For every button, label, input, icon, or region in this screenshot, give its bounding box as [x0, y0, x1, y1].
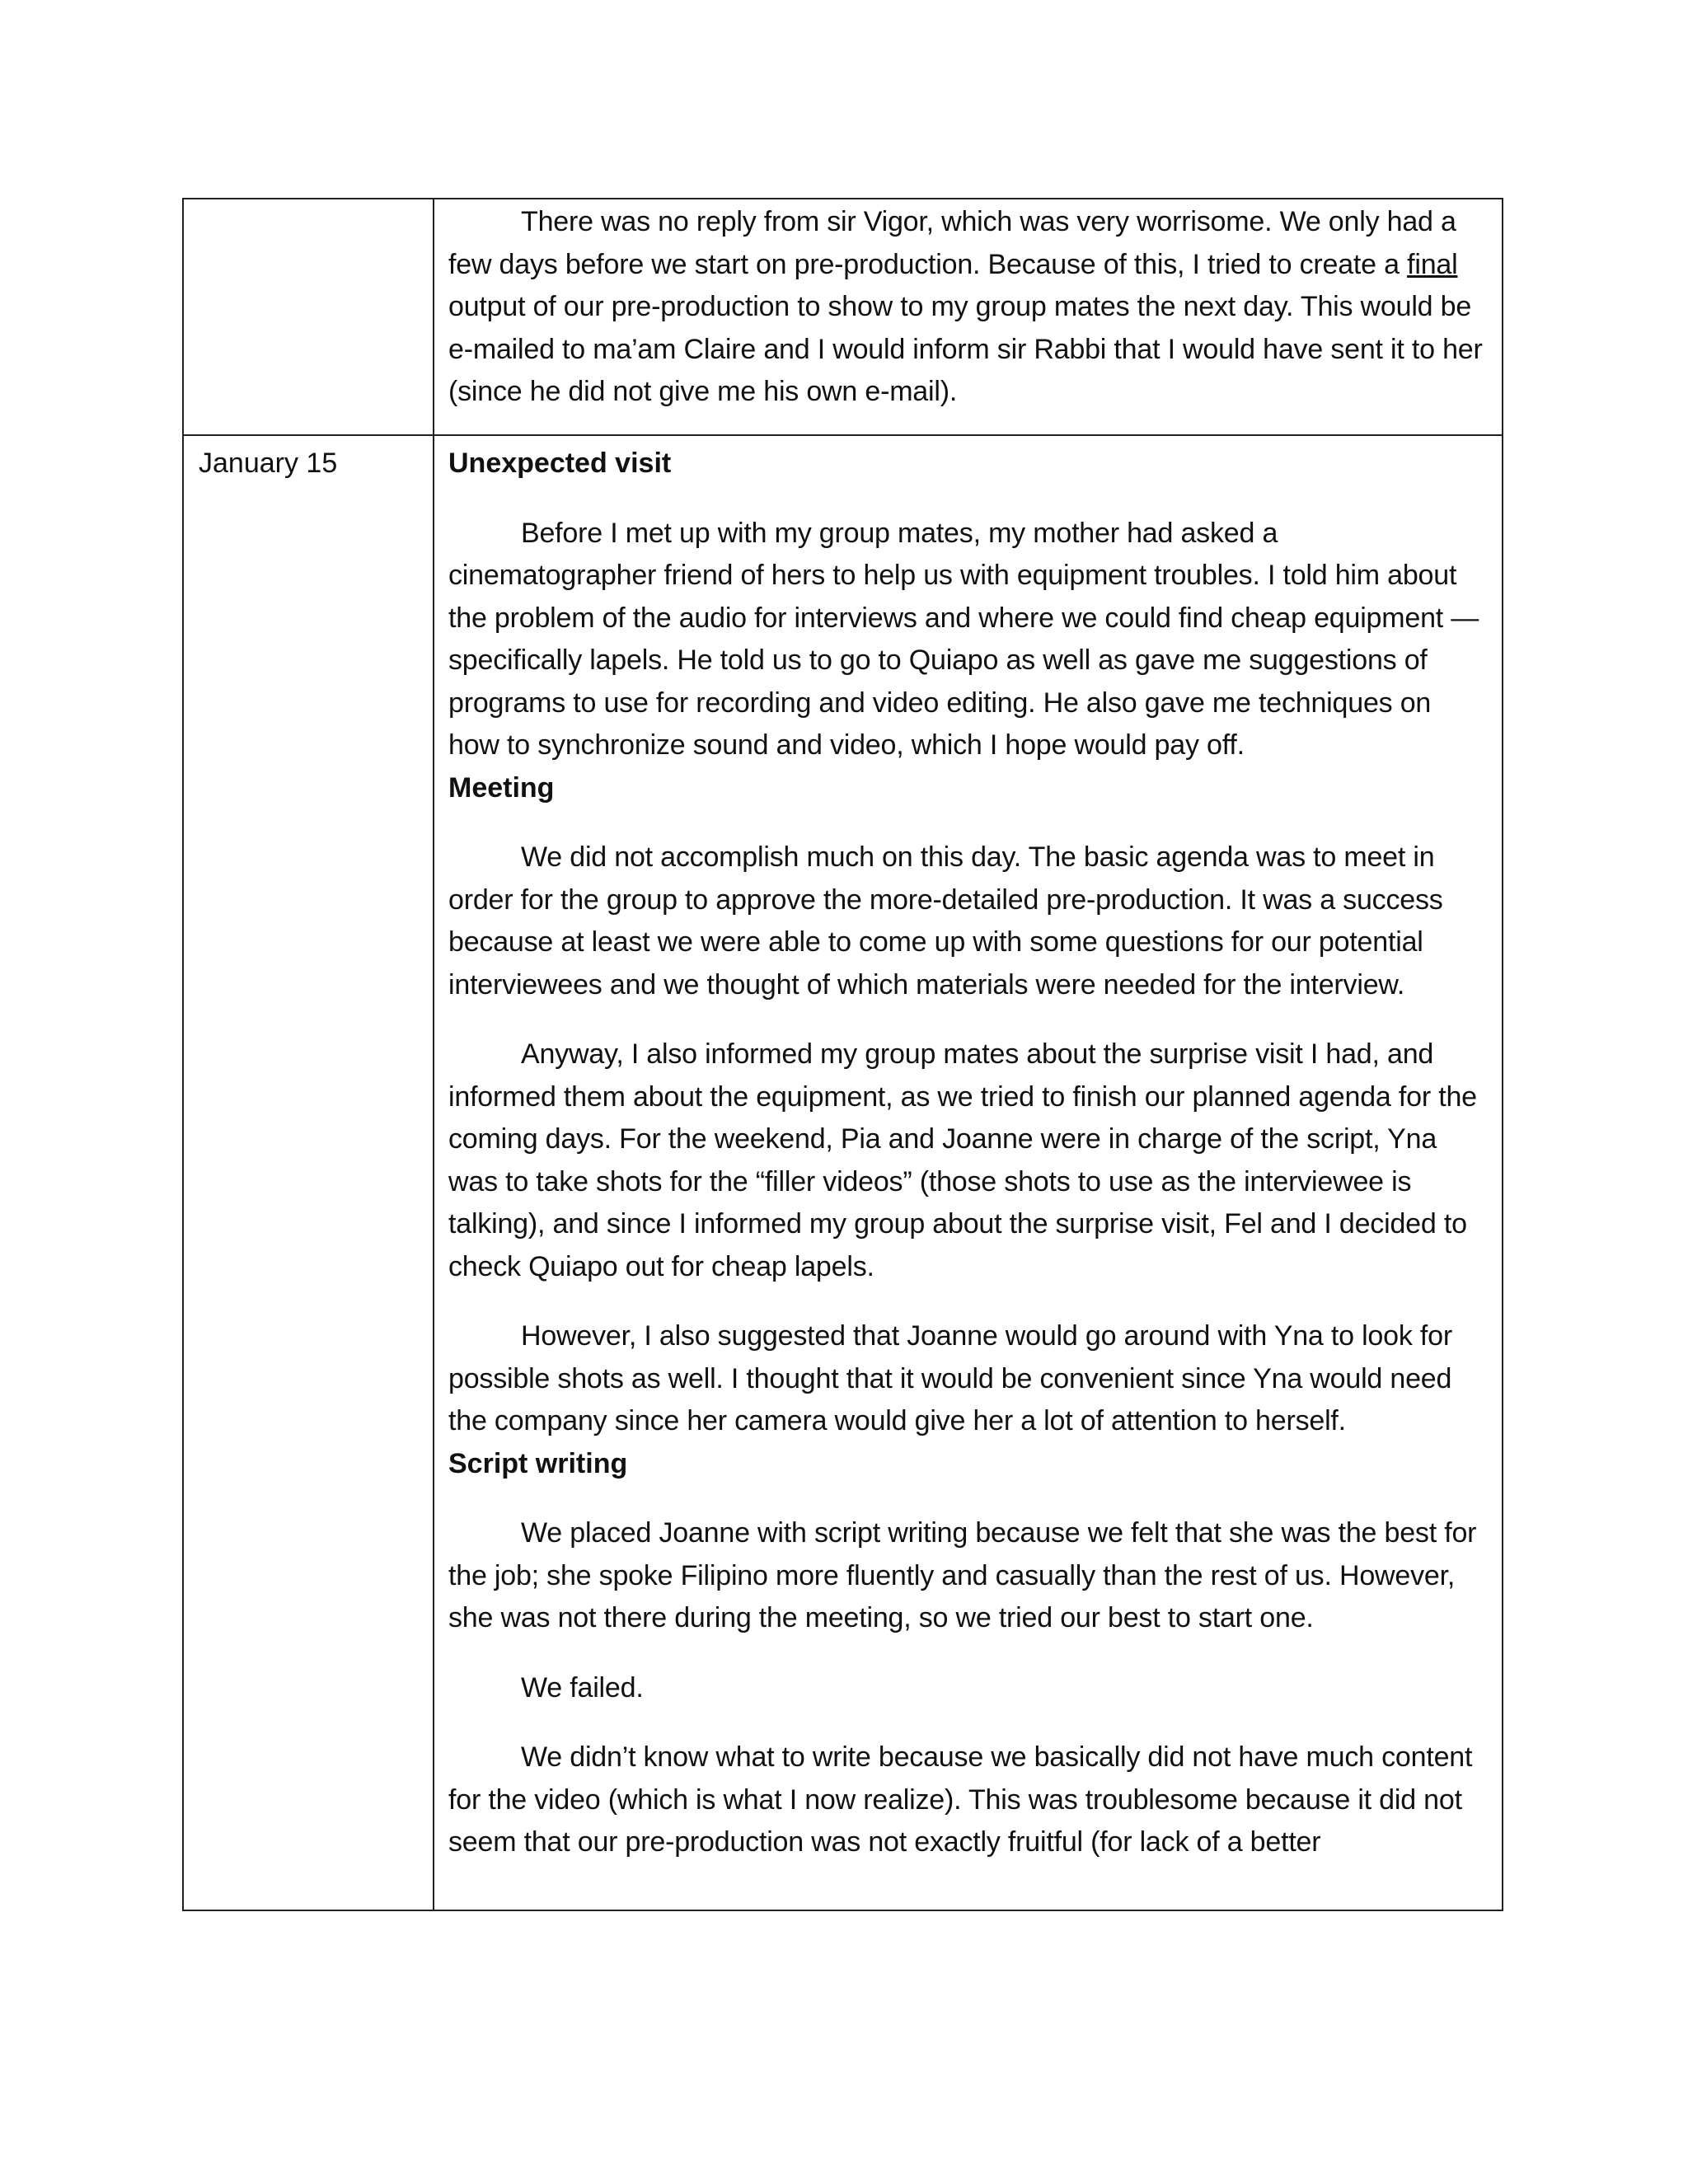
date-cell	[183, 199, 434, 435]
date-label: January 15	[199, 448, 338, 479]
entry-paragraph: Anyway, I also informed my group mates about the surprise visit I had, and informed them about the equipment, as we tried to finish our planned agenda for the coming days. For the weekend, Pia and Joanne were in charge of the script, Yna was to take shots for the “filler videos” (those shots to use as the interviewee is talking), and since I informed my group about the surprise visit, Fel and I decided to check Quiapo out for cheap lapels.	[448, 1038, 1477, 1282]
entry-paragraph: However, I also suggested that Joanne would go around with Yna to look for possible shots as well. I thought that it would be convenient since Yna would need the company since her camera would give her a lot of attention to herself.	[448, 1320, 1452, 1436]
date-cell	[183, 435, 434, 1910]
table-row	[183, 435, 1503, 1910]
journal-table	[182, 198, 1503, 1911]
underlined-word: final	[1407, 248, 1458, 280]
entry-cell	[434, 435, 1503, 1910]
entry-paragraph: We did not accomplish much on this day. The basic agenda was to meet in order for the group to approve the more-detailed pre-production. It was a success because at least we were able to come up with some questions for our potential interviewees and we thought of which materials were needed for the interview.	[448, 841, 1443, 1001]
entry-paragraph: Before I met up with my group mates, my mother had asked a cinematographer friend of hers to help us with equipment troubles. I told him about the problem of the audio for interviews and where we could find cheap equipment —specifically lapels. He told us to go to Quiapo as well as gave me suggestions of programs to use for recording and video editing. He also gave me techniques on how to synchronize sound and video, which I hope would pay off.	[448, 517, 1479, 761]
entry-paragraph	[448, 201, 1489, 414]
entry-paragraph: We placed Joanne with script writing because we felt that she was the best for the job; she spoke Filipino more fluently and casually than the rest of us. However, she was not there during the meeting, so we tried our best to start one.	[448, 1517, 1477, 1633]
paragraph-text: There was no reply from sir Vigor, which was very worrisome. We only had a few days before we start on pre-production. Because of this, I tried to create a	[448, 206, 1456, 280]
section-heading: Script writing	[448, 1447, 628, 1479]
paragraph-text: output of our pre-production to show to my group mates the next day. This would be e-mailed to ma’am Claire and I would inform sir Rabbi that I would have sent it to her (since he did not give me his own e-mail).	[448, 291, 1483, 407]
entry-cell	[434, 199, 1503, 435]
table-row	[183, 199, 1503, 435]
section-heading: Unexpected visit	[448, 448, 672, 479]
entry-paragraph: We failed.	[521, 1671, 644, 1704]
entry-paragraph: We didn’t know what to write because we basically did not have much content for the video (which is what I now realize). This was troublesome because it did not seem that our pre-production was not exactly fruitful (for lack of a better	[448, 1741, 1473, 1858]
section-heading: Meeting	[448, 771, 555, 804]
